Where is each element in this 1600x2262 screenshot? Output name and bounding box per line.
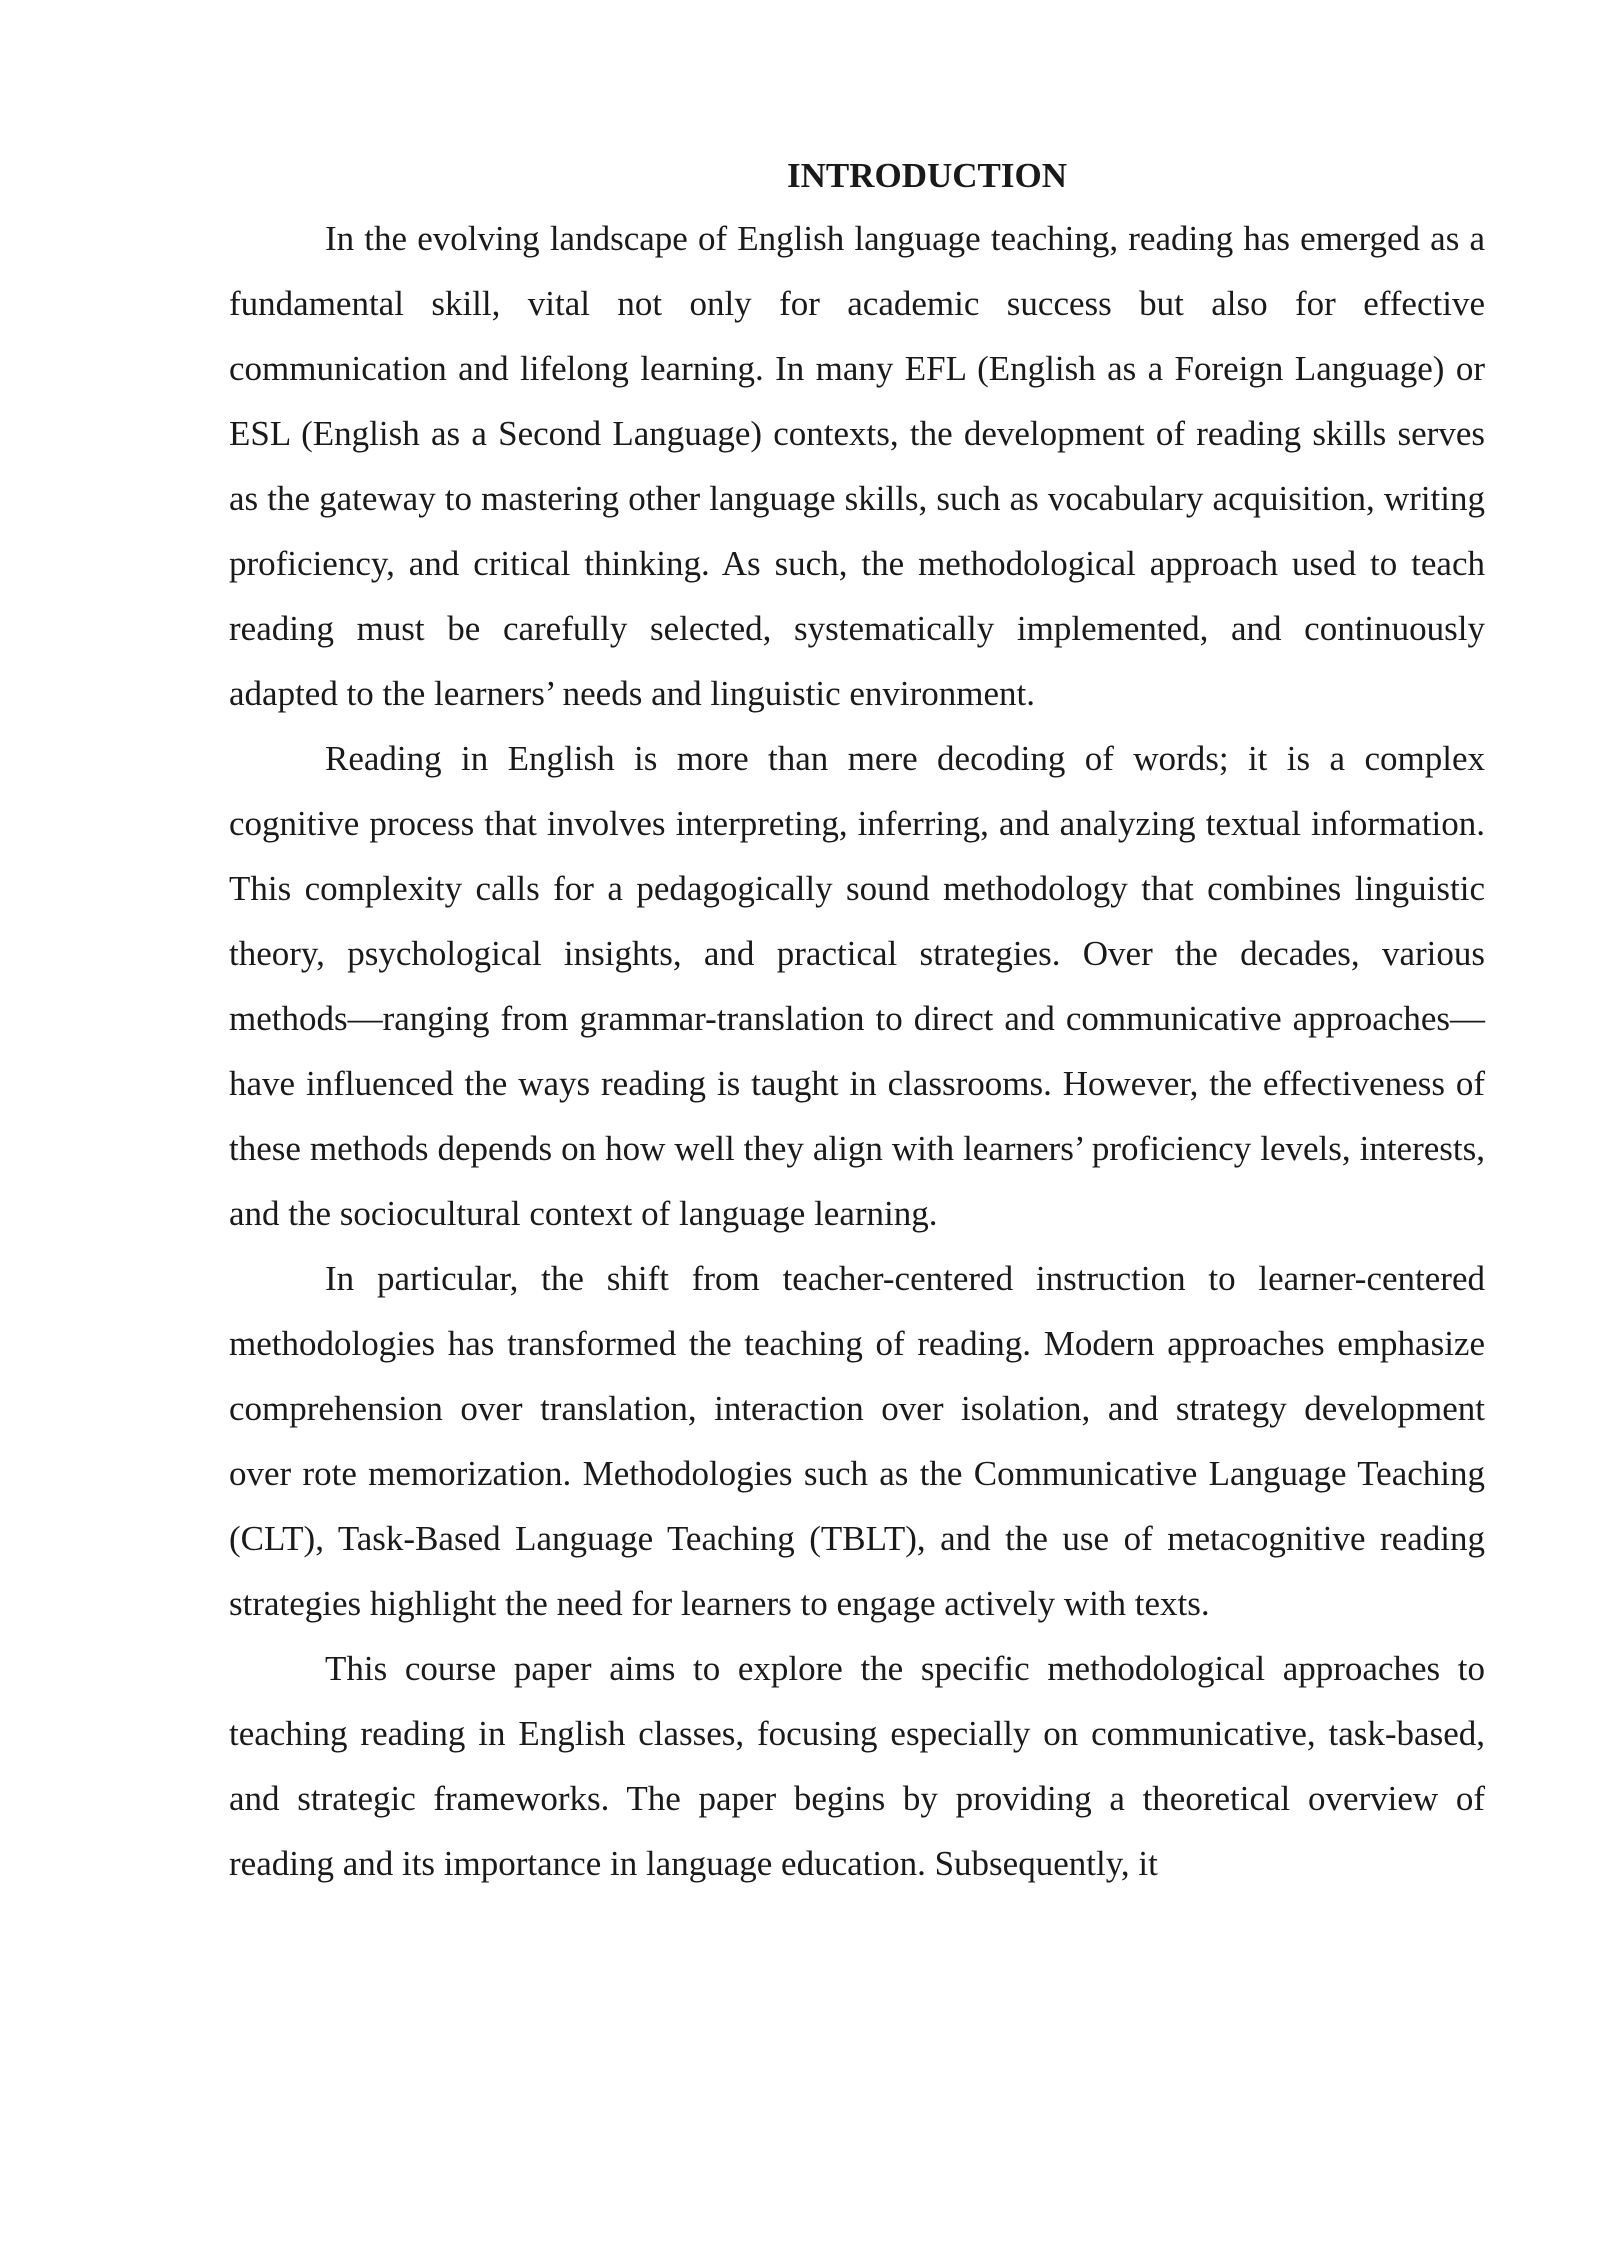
page-content	[229, 146, 1485, 1896]
page-title: INTRODUCTION	[786, 156, 1068, 195]
paragraph-2: Reading in English is more than mere decoding of words; it is a complex cognitive process that involves interpreting, inferring, and analyzing textual information. This complexity calls for a pedagogically sound methodology that combines linguistic theory, psychological insights, and practical strategies. Over the decades, various methods—ranging from grammar-translation to direct and communicative approaches—have influenced the ways reading is taught in classrooms. However, the effectiveness of these methods depends on how well they align with learners’ proficiency levels, interests, and the sociocultural context of language learning.	[229, 739, 1485, 1233]
paragraph-3: In particular, the shift from teacher-centered instruction to learner-centered methodologies has transformed the teaching of reading. Modern approaches emphasize comprehension over translation, interaction over isolation, and strategy development over rote memorization. Methodologies such as the Communicative Language Teaching (CLT), Task-Based Language Teaching (TBLT), and the use of metacognitive reading strategies highlight the need for learners to engage actively with texts.	[229, 1259, 1485, 1623]
paragraph-1: In the evolving landscape of English language teaching, reading has emerged as a fundamental skill, vital not only for academic success but also for effective communication and lifelong learning. In many EFL (English as a Foreign Language) or ESL (English as a Second Language) contexts, the development of reading skills serves as the gateway to mastering other language skills, such as vocabulary acquisition, writing proficiency, and critical thinking. As such, the methodological approach used to teach reading must be carefully selected, systematically implemented, and continuously adapted to the learners’ needs and linguistic environment.	[229, 219, 1485, 713]
paragraph-4: This course paper aims to explore the specific methodological approaches to teaching reading in English classes, focusing especially on communicative, task-based, and strategic frameworks. The paper begins by providing a theoretical overview of reading and its importance in language education. Subsequently, it	[229, 1649, 1485, 1883]
